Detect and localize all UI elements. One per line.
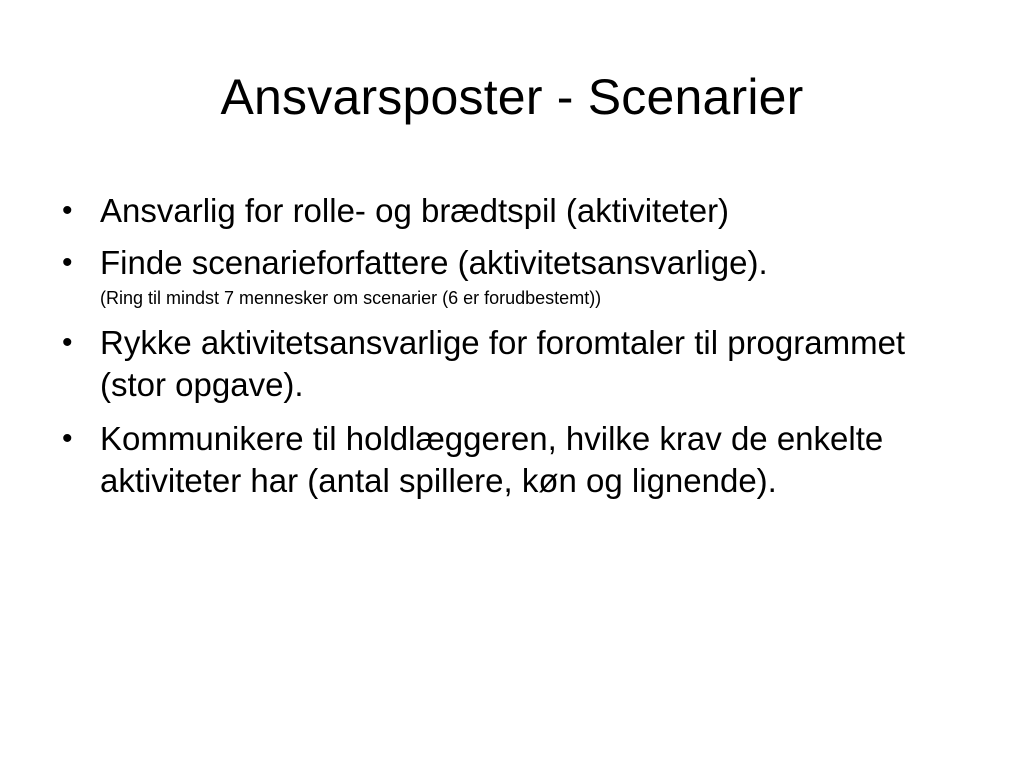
bullet-text: Ansvarlig for rolle- og brædtspil (aktiviteter) — [100, 192, 730, 229]
bullet-dot-icon: • — [62, 194, 73, 227]
bullet-dot-icon: • — [62, 422, 73, 455]
bullet-item-3 — [60, 322, 970, 406]
bullet-item-4 — [60, 418, 970, 502]
bullet-note: (Ring til mindst 7 mennesker om scenarier (6 er forudbestemt)) — [100, 288, 602, 308]
bullet-dot-icon: • — [62, 246, 73, 279]
bullet-list — [60, 190, 970, 512]
bullet-item-2 — [60, 242, 970, 310]
bullet-text: Rykke aktivitetsansvarlige for foromtaler til programmet (stor opgave). — [100, 324, 906, 403]
bullet-dot-icon: • — [62, 326, 73, 359]
bullet-text: Finde scenarieforfattere (aktivitetsansvarlige). — [100, 244, 768, 281]
bullet-item-1 — [60, 190, 970, 232]
bullet-text: Kommunikere til holdlæggeren, hvilke krav de enkelte aktiviteter har (antal spillere, køn og lignende). — [100, 420, 884, 499]
slide-title: Ansvarsposter - Scenarier — [220, 69, 804, 125]
